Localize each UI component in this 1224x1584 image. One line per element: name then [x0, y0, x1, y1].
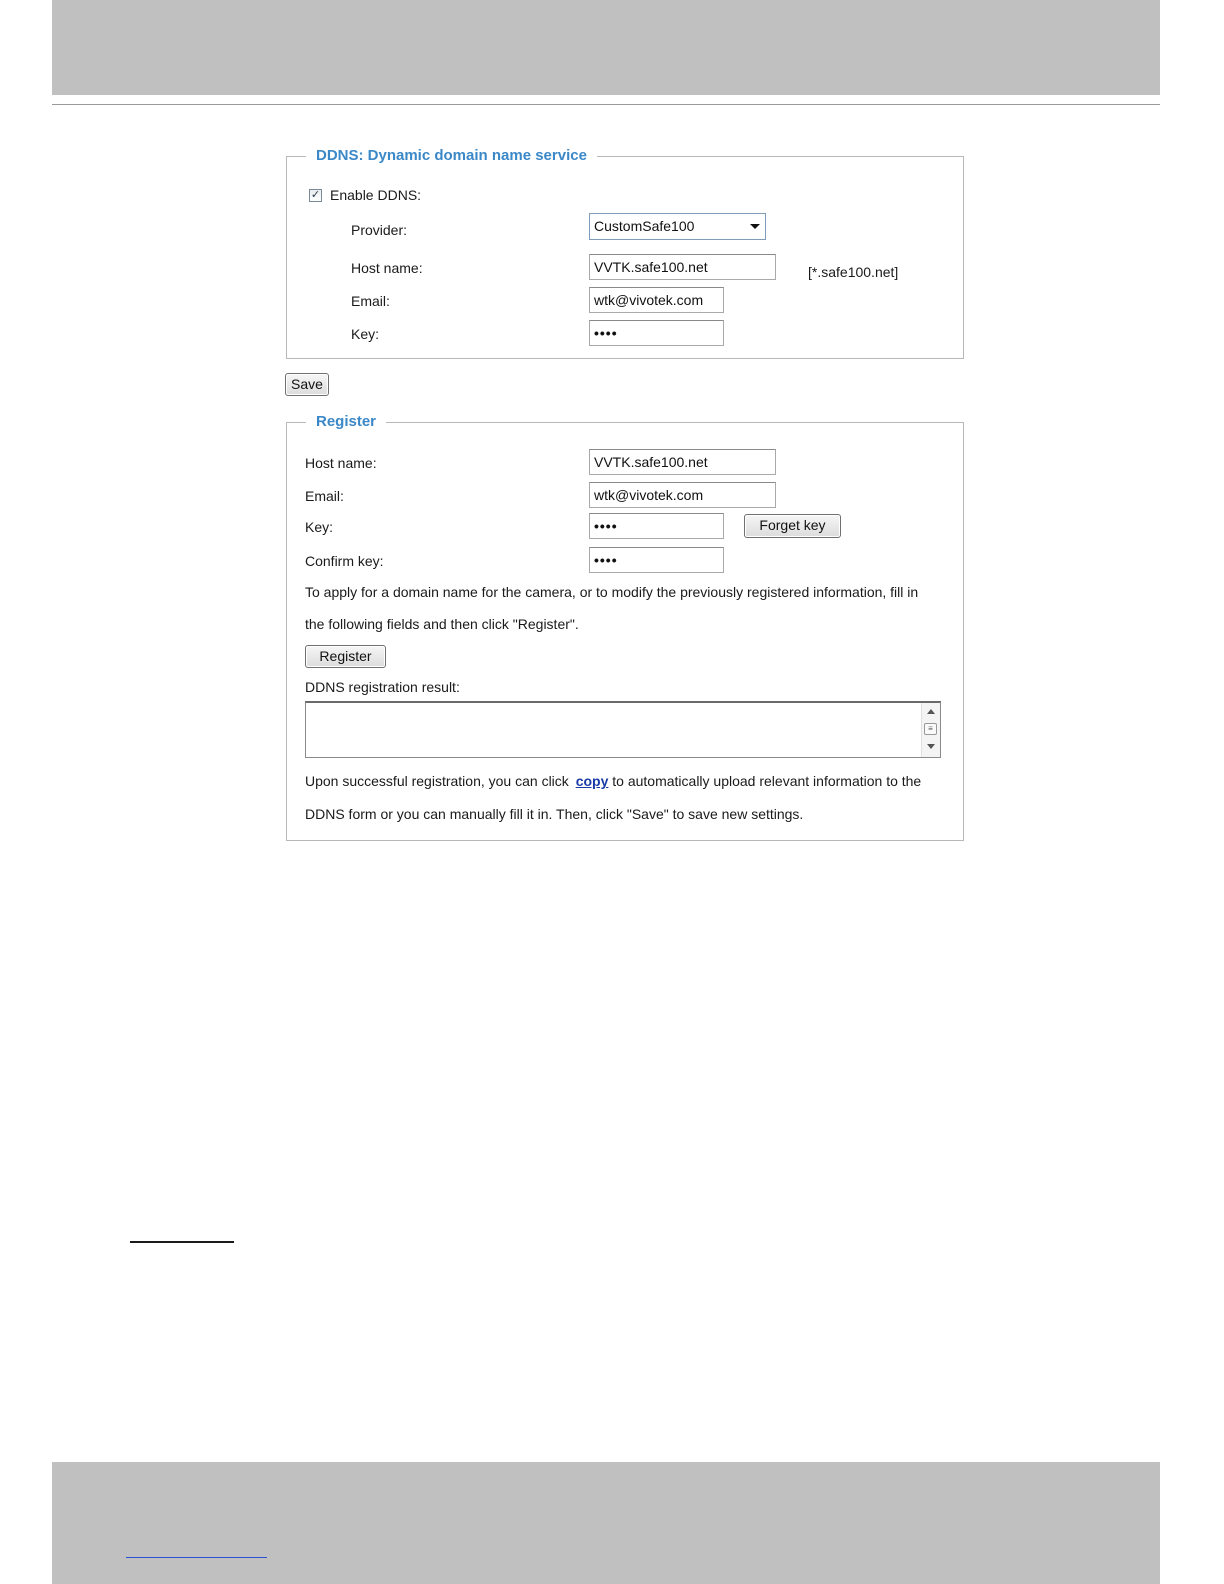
- page-footer-band: [52, 1462, 1160, 1584]
- hostname-hint: [*.safe100.net]: [808, 264, 899, 280]
- header-divider: [52, 104, 1160, 105]
- confirm-key-label: Confirm key:: [305, 553, 384, 569]
- registration-result-textarea[interactable]: [305, 701, 941, 758]
- chevron-down-icon: [750, 224, 760, 229]
- scroll-thumb[interactable]: ≡: [924, 723, 937, 735]
- copy-link[interactable]: copy: [575, 773, 609, 789]
- scroll-down-icon[interactable]: [927, 744, 935, 749]
- provider-label: Provider:: [351, 222, 408, 238]
- ddns-email-label: Email:: [351, 293, 390, 309]
- copy-note-line2: DDNS form or you can manually fill it in. Then, click "Save" to save new settings.: [305, 806, 804, 822]
- result-scrollbar[interactable]: [921, 703, 940, 757]
- confirm-key-input[interactable]: ••••: [589, 547, 724, 573]
- page-header-band: [52, 0, 1160, 95]
- save-button[interactable]: Save: [285, 373, 329, 396]
- copy-note-line1: [305, 773, 921, 789]
- copy-note-before: Upon successful registration, you can click: [305, 773, 569, 789]
- register-hostname-label: Host name:: [305, 455, 377, 471]
- ddns-fieldset: [286, 147, 964, 359]
- register-email-label: Email:: [305, 488, 344, 504]
- register-fieldset: [286, 413, 964, 841]
- enable-ddns-checkbox[interactable]: ✓: [310, 189, 321, 201]
- register-hostname-input[interactable]: VVTK.safe100.net: [589, 449, 776, 475]
- provider-select[interactable]: [589, 213, 766, 240]
- register-key-input[interactable]: ••••: [589, 513, 724, 539]
- register-instructions-line2: the following fields and then click "Register".: [305, 616, 579, 632]
- ddns-key-input[interactable]: ••••: [589, 320, 724, 346]
- ddns-email-input[interactable]: wtk@vivotek.com: [589, 287, 724, 313]
- registration-result-label: DDNS registration result:: [305, 679, 460, 695]
- register-legend: Register: [306, 413, 386, 431]
- ddns-hostname-label: Host name:: [351, 260, 423, 276]
- register-key-label: Key:: [305, 519, 334, 535]
- ddns-key-label: Key:: [351, 326, 380, 342]
- enable-ddns-label: Enable DDNS:: [330, 187, 422, 203]
- forget-key-button[interactable]: Forget key: [744, 514, 841, 538]
- ddns-hostname-input[interactable]: VVTK.safe100.net: [589, 254, 776, 280]
- scroll-up-icon[interactable]: [927, 709, 935, 714]
- register-email-input[interactable]: wtk@vivotek.com: [589, 482, 776, 508]
- ddns-legend: DDNS: Dynamic domain name service: [306, 147, 597, 165]
- footer-link-underline: [126, 1557, 267, 1558]
- copy-note-after: to automatically upload relevant information to the: [612, 773, 922, 789]
- provider-select-value: CustomSafe100: [594, 218, 695, 234]
- note-rule: [130, 1241, 234, 1243]
- register-button[interactable]: Register: [305, 645, 386, 668]
- register-instructions-line1: To apply for a domain name for the camera, or to modify the previously registered information, fill in: [305, 584, 919, 600]
